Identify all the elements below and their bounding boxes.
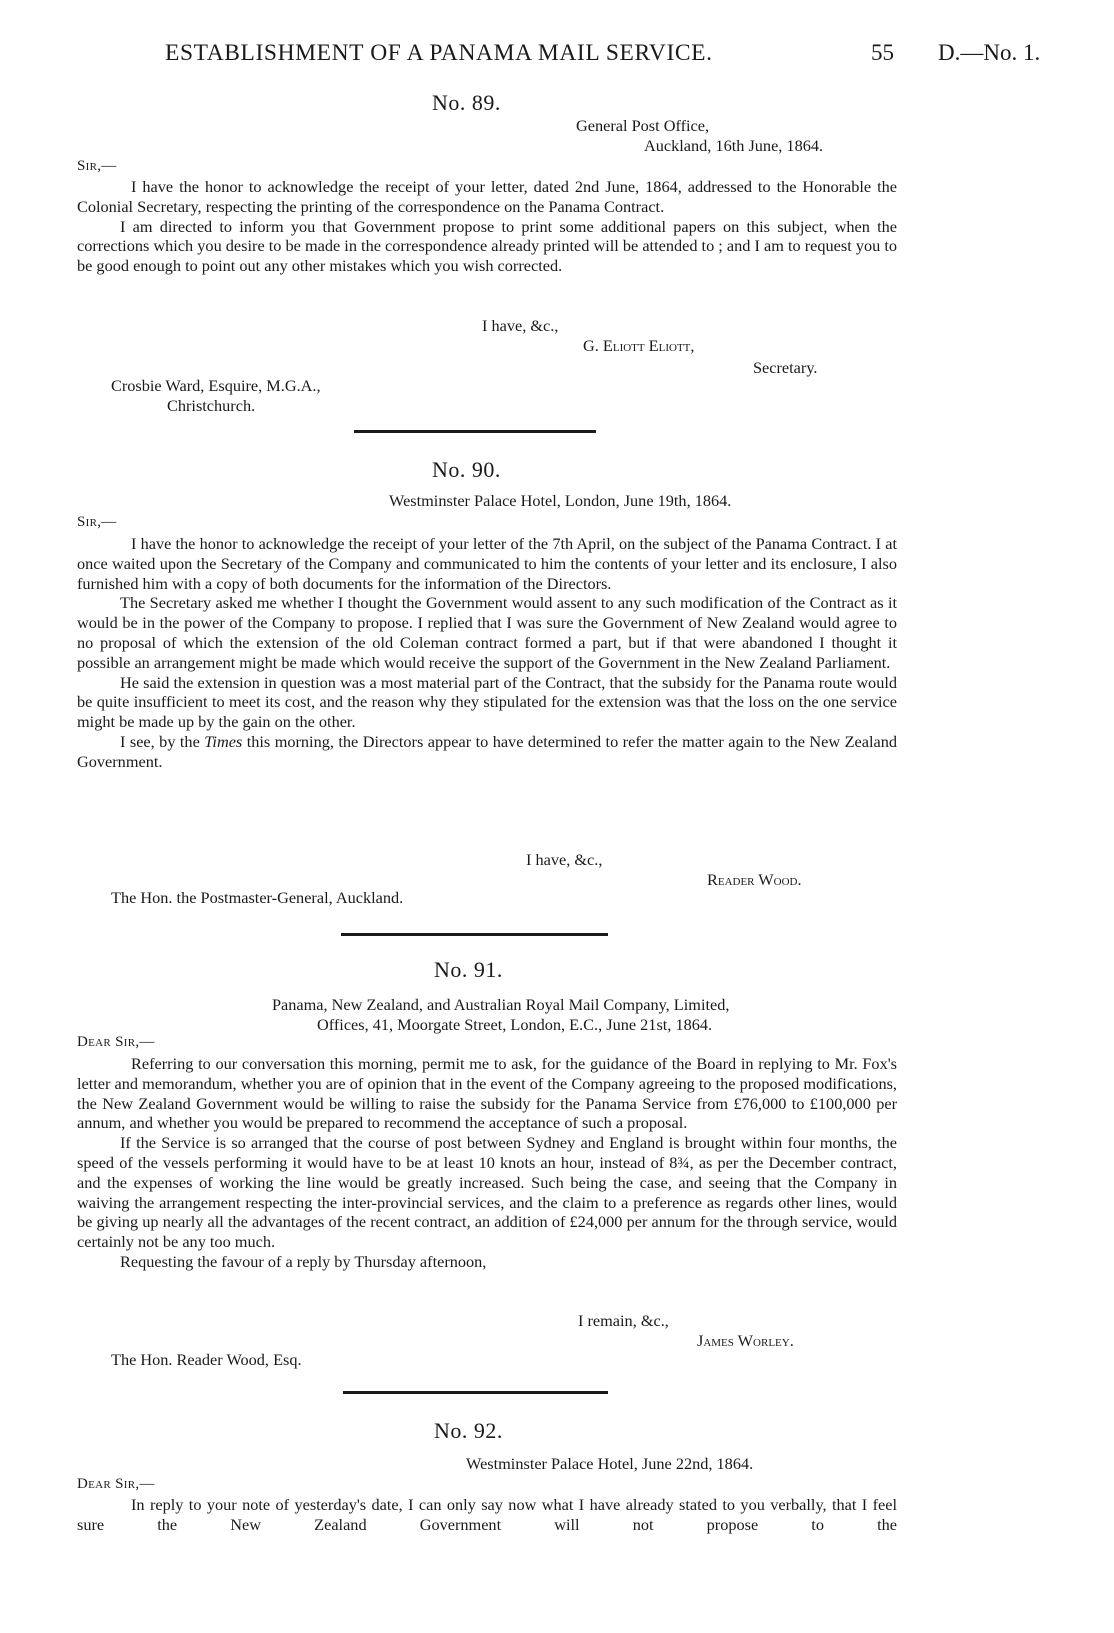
address-line: Auckland, 16th June, 1864. xyxy=(644,136,824,155)
letter-number: No. 92. xyxy=(434,1418,503,1443)
recipient-line: The Hon. Reader Wood, Esq. xyxy=(111,1350,302,1369)
paragraph-times: I see, by the Times this morning, the Directors appear to have determined to refer the matter again to the New Zealand Government. xyxy=(77,731,898,771)
salutation: Dear Sir,— xyxy=(77,1034,155,1050)
paragraph: I have the honor to acknowledge the receipt of your letter of the 7th April, on the subject of the Panama Contract. I at once waited upon the Secretary of the Company and communicated to him the contents of your letter and its enclosure, I also furnished him with a copy of both documents for the information of the Directors. xyxy=(77,534,897,593)
section-divider xyxy=(341,933,608,936)
letter-number: No. 91. xyxy=(434,957,503,982)
document-series: D.—No. 1. xyxy=(938,40,1041,65)
page-header xyxy=(0,40,1114,70)
signature: James Worley. xyxy=(697,1331,794,1350)
signature: Reader Wood. xyxy=(707,870,802,889)
closing: I have, &c., xyxy=(526,850,603,869)
section-divider xyxy=(354,430,596,433)
address-line: Panama, New Zealand, and Australian Royal Mail Company, Limited, xyxy=(272,995,730,1014)
closing: I have, &c., xyxy=(482,316,559,335)
paragraph: If the Service is so arranged that the course of post between Sydney and England is brought within four months, the speed of the vessels performing it would have to be at least 10 knots an hour, instead of 8¾, as per the December contract, and the expenses of working the line would be greatly increased. Such being the case, and seeing that the Company in waiving the arrangement respecting the inter-provincial services, and the claim to a preference as regards other lines, would be giving up nearly all the advantages of the recent contract, an addition of £24,000 per annum for the through service, would certainly not be any too much. xyxy=(77,1133,897,1252)
paragraph: He said the extension in question was a most material part of the Contract, that the subsidy for the Panama route would be quite insufficient to meet its cost, and the reason why they stipulated for the extension was that the loss on the one service might be made up by the gain on the other. xyxy=(77,672,897,732)
paragraph: Requesting the favour of a reply by Thursday afternoon, xyxy=(120,1251,487,1271)
paragraph: Referring to our conversation this morning, permit me to ask, for the guidance of the Board in replying to Mr. Fox's letter and memorandum, whether you are of opinion that in the event of the Company agreeing to the proposed modifications, the New Zealand Government would be willing to raise the subsidy for the Panama Service from £76,000 to £100,000 per annum, and whether you would be prepared to recommend the acceptance of such a proposal. xyxy=(77,1054,897,1133)
address-line: Westminster Palace Hotel, June 22nd, 1864. xyxy=(466,1454,754,1473)
letter-body xyxy=(77,534,897,772)
paragraph: In reply to your note of yesterday's date, I can only say now what I have already stated to you verbally, that I feel sure the New Zealand Government will not propose to the xyxy=(77,1495,897,1534)
page-number: 55 xyxy=(871,40,894,65)
letter-body xyxy=(77,1495,897,1535)
running-title: ESTABLISHMENT OF A PANAMA MAIL SERVICE. xyxy=(165,40,713,66)
paragraph: I have the honor to acknowledge the receipt of your letter, dated 2nd June, 1864, addressed to the Honorable the Colonial Secretary, respecting the printing of the correspondence on the Panama Contract. xyxy=(77,177,897,216)
address-line: General Post Office, xyxy=(576,116,710,135)
salutation: Sir,— xyxy=(77,158,117,174)
address-line: Westminster Palace Hotel, London, June 19th, 1864. xyxy=(389,491,732,510)
section-divider xyxy=(343,1391,608,1394)
letter-body xyxy=(77,177,897,276)
letter-number: No. 90. xyxy=(432,457,501,482)
recipient-line: The Hon. the Postmaster-General, Auckland. xyxy=(111,888,404,907)
letter-number: No. 89. xyxy=(432,90,501,115)
letter-body xyxy=(77,1054,897,1272)
salutation: Sir,— xyxy=(77,514,117,530)
recipient-line: Crosbie Ward, Esquire, M.G.A., xyxy=(111,376,321,395)
closing: I remain, &c., xyxy=(578,1311,669,1330)
signature-title: Secretary. xyxy=(753,358,818,377)
newspaper-name: Times xyxy=(204,731,243,751)
salutation: Dear Sir,— xyxy=(77,1476,155,1492)
paragraph: The Secretary asked me whether I thought the Government would assent to any such modification of the Contract as it would be in the power of the Company to propose. I replied that I was sure the Government of New Zealand would agree to no proposal of which the extension of the old Coleman contract formed a part, but if that were abandoned I thought it possible an arrangement might be made which would receive the support of the Government in the New Zealand Parliament. xyxy=(77,593,897,672)
paragraph: I am directed to inform you that Government propose to print some additional papers on this subject, when the corrections which you desire to be made in the correspondence already printed will be attended to ; and I am to request you to be good enough to point out any other mistakes which you wish corrected. xyxy=(77,216,897,276)
signature: G. Eliott Eliott, xyxy=(583,336,695,355)
address-line: Offices, 41, Moorgate Street, London, E.C., June 21st, 1864. xyxy=(317,1015,713,1034)
recipient-line: Christchurch. xyxy=(167,396,256,415)
